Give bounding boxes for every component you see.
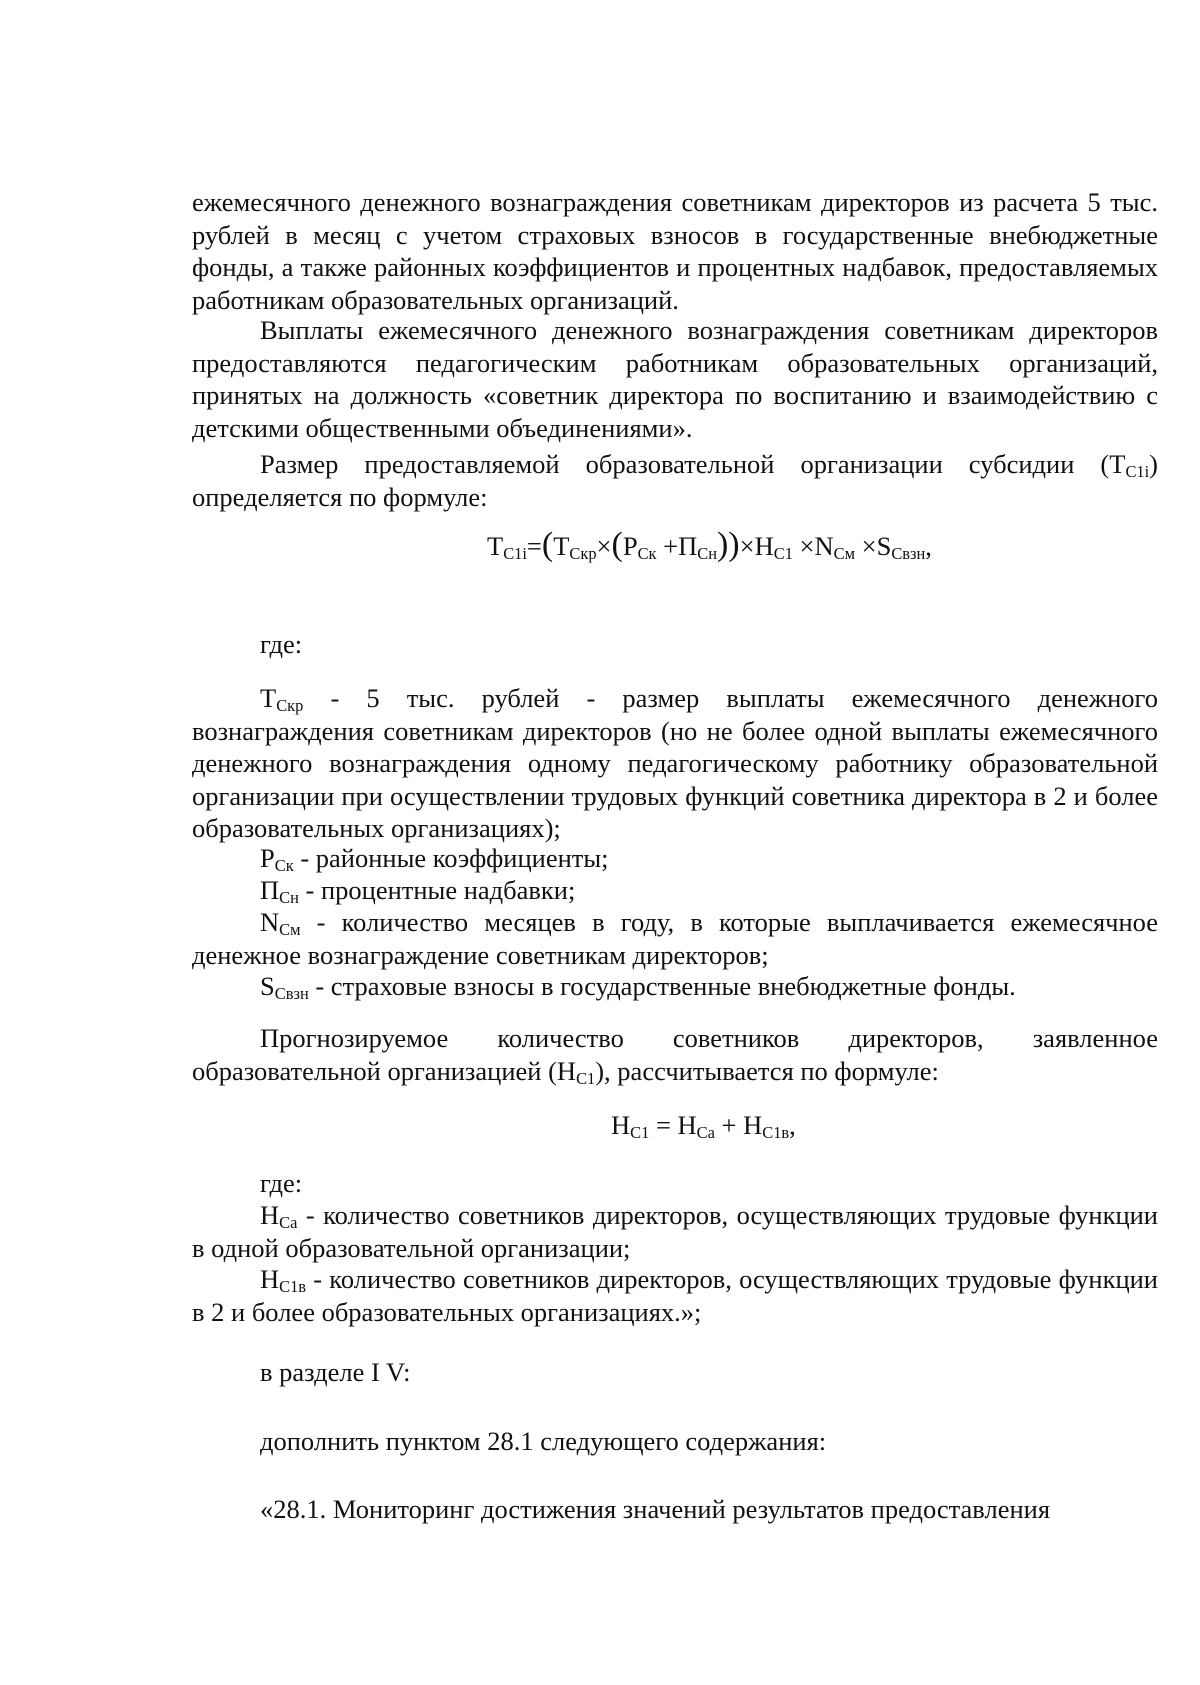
formula-symbol: Н <box>754 531 774 561</box>
formula-subscript: Ск <box>637 544 657 564</box>
paragraph-text: Прогнозируемое количество советников директоров, заявленное образовательной организацией (Н <box>192 1023 1158 1086</box>
paragraph-text: Выплаты ежемесячного денежного вознаграждения советникам директоров предоставляются педагогическим работникам образовательных организаций, принятых на должность «советник директора по воспитанию и взаимодействию с детскими общественными объединениями». <box>192 315 1158 443</box>
subscript: С1 <box>576 1068 596 1088</box>
definition-symbol: Н <box>260 1200 280 1230</box>
formula-symbol: Р <box>622 531 638 561</box>
formula-operator: × <box>799 531 815 561</box>
paragraph-subsidy-size <box>192 448 1158 513</box>
definition-text: - количество советников директоров, осуществляющих трудовые функции в 2 и более образовательных организациях.»; <box>192 1264 1158 1327</box>
definition-text: - количество советников директоров, осуществляющих трудовые функции в одной образовательной организации; <box>192 1200 1158 1263</box>
definition-text: - процентные надбавки; <box>298 875 576 905</box>
subscript: Са <box>279 1213 298 1233</box>
formula-operator: × <box>596 531 612 561</box>
formula-operator: + <box>714 1110 744 1140</box>
definition-symbol: S <box>260 971 275 1001</box>
formula-subscript: С1 <box>773 544 793 564</box>
paragraph-advisor-count <box>192 1022 1158 1087</box>
formula-subscript: С1в <box>762 1123 790 1143</box>
add-point-instruction: дополнить пунктом 28.1 следующего содержания: <box>260 1426 827 1456</box>
subscript: С1i <box>1125 462 1150 482</box>
formula-subscript: С1 <box>630 1123 650 1143</box>
paragraph-text: ), рассчитывается по формуле: <box>595 1055 939 1086</box>
formula-operator: × <box>739 531 755 561</box>
formula-symbol: П <box>678 531 698 561</box>
definition-symbol: N <box>260 907 280 937</box>
paragraph-text: ежемесячного денежного вознаграждения советникам директоров из расчета 5 тыс. рублей в месяц с учетом страховых взносов в государственные внебюджетные фонды, а также районных коэффициентов и процентных надбавок, предоставляемых работникам образовательных организаций. <box>192 187 1158 315</box>
formula-punctuation: , <box>925 531 932 561</box>
definition-ssvzn <box>260 970 1016 1003</box>
formula-advisor-count <box>611 1105 796 1145</box>
definition-text: - 5 тыс. рублей - размер выплаты ежемесячного денежного вознаграждения советникам директоров (но не более одной выплаты ежемесячного денежного вознаграждения одному педагогическому работнику образовательной организации при осуществлении трудовых функций советника директора в 2 и более образовательных организациях); <box>192 683 1158 843</box>
formula-subscript: Сн <box>697 544 717 564</box>
formula-operator: + <box>663 531 679 561</box>
formula-symbol: Н <box>743 1110 763 1140</box>
definition-tskr <box>192 682 1158 845</box>
definition-symbol: П <box>260 875 280 905</box>
subscript: Скр <box>276 696 304 716</box>
definition-symbol: Н <box>260 1264 280 1294</box>
definition-symbol: Р <box>260 843 275 873</box>
definition-nsa <box>192 1199 1158 1264</box>
subscript: См <box>279 920 301 940</box>
subscript: Ск <box>274 856 294 876</box>
formula-paren: )) <box>716 526 740 563</box>
formula-subscript: См <box>833 544 855 564</box>
paragraph-text: ) определяется по формуле: <box>192 449 1158 512</box>
formula-paren: ( <box>541 526 554 563</box>
formula-subscript: Свзн <box>891 544 926 564</box>
section-heading: в разделе I V: <box>260 1357 411 1387</box>
formula-paren: ( <box>611 526 623 563</box>
formula-symbol: Т <box>553 531 570 561</box>
definition-psn <box>260 874 575 907</box>
formula-subsidy <box>487 525 932 566</box>
paragraph-subsidy-calculation <box>192 186 1158 316</box>
definition-nsm <box>192 906 1158 971</box>
definition-text: - страховые взносы в государственные внебюджетные фонды. <box>308 971 1016 1001</box>
formula-symbol: S <box>876 531 892 561</box>
formula-subscript: Скр <box>569 544 597 564</box>
formula-subscript: С1i <box>503 544 527 564</box>
formula-operator: = <box>526 531 542 561</box>
definition-text: - количество месяцев в году, в которые выплачивается ежемесячное денежное вознаграждение советникам директоров; <box>192 907 1158 970</box>
paragraph-payments <box>192 314 1158 444</box>
formula-symbol: Н <box>611 1110 631 1140</box>
definition-psk <box>260 842 609 875</box>
formula-symbol: Н <box>677 1110 697 1140</box>
paragraph-monitoring <box>192 1493 1158 1526</box>
where-label-1: где: <box>260 629 303 659</box>
formula-operator: × <box>861 531 877 561</box>
definition-nsiv <box>192 1263 1158 1328</box>
paragraph-text: «28.1. Мониторинг достижения значений результатов предоставления <box>260 1494 1051 1524</box>
where-label-2: где: <box>260 1168 303 1198</box>
paragraph-text: Размер предоставляемой образовательной организации субсидии (Т <box>260 449 1126 479</box>
formula-symbol: N <box>814 531 834 561</box>
subscript: Свзн <box>274 984 309 1004</box>
definition-text: - районные коэффициенты; <box>293 843 609 873</box>
subscript: Сн <box>279 888 299 908</box>
subscript: С1в <box>279 1277 307 1297</box>
definition-symbol: Т <box>260 683 277 713</box>
formula-symbol: Т <box>487 531 504 561</box>
formula-punctuation: , <box>789 1110 796 1140</box>
formula-subscript: Са <box>696 1123 715 1143</box>
formula-operator: = <box>649 1110 678 1140</box>
